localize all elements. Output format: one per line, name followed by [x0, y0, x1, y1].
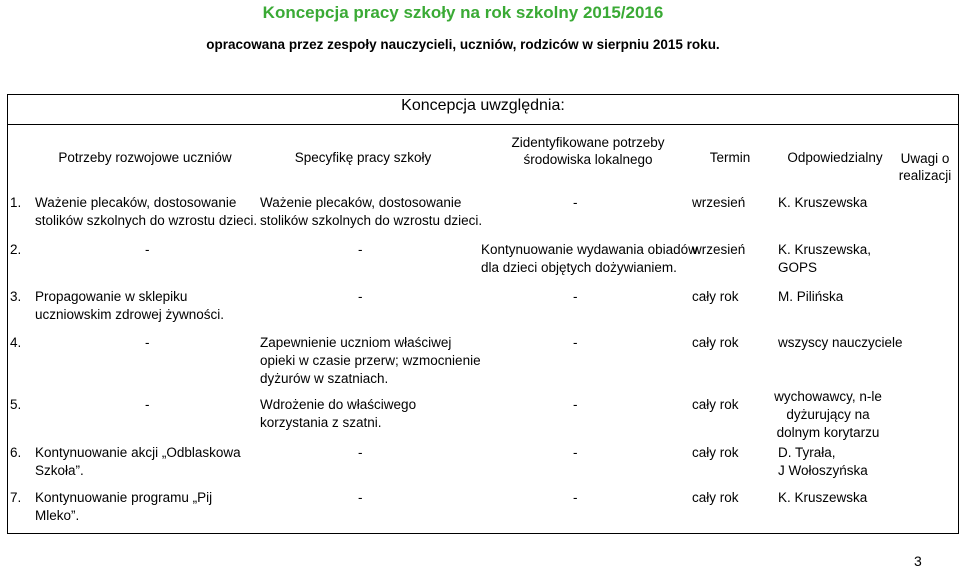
row-1-needs-line2: stolików szkolnych do wzrostu dzieci.: [35, 213, 258, 228]
column-header-remarks: [890, 150, 960, 184]
header-divider: [8, 124, 958, 125]
row-7-number: 7.: [10, 490, 22, 505]
row-6-responsible-line1: D. Tyrała,: [778, 445, 836, 460]
row-2-responsible-line2: GOPS: [778, 260, 818, 275]
row-3-number: 3.: [10, 289, 22, 304]
row-5-specifics: [260, 396, 416, 432]
row-3-community: -: [573, 289, 578, 304]
row-1-community: -: [573, 195, 578, 210]
row-1-number: 1.: [10, 195, 22, 210]
column-header-needs: Potrzeby rozwojowe uczniów: [58, 150, 232, 165]
row-1-specifics: [260, 194, 482, 230]
row-4-number: 4.: [10, 335, 22, 350]
row-3-responsible: M. Pilińska: [778, 289, 844, 304]
row-5-responsible: [768, 388, 888, 442]
row-5-needs: -: [145, 397, 150, 412]
document-subtitle: opracowana przez zespoły nauczycieli, uczniów, rodziców w sierpniu 2015 roku.: [206, 37, 720, 52]
concept-heading: Koncepcja uwzględnia:: [401, 97, 565, 114]
row-7-needs-line2: Mleko”.: [35, 508, 80, 523]
row-6-term: cały rok: [692, 445, 739, 460]
row-7-community: -: [573, 490, 578, 505]
row-5-responsible-line1: wychowawcy, n-le: [774, 389, 882, 404]
column-header-community-line1: Zidentyfikowane potrzeby: [511, 135, 665, 150]
row-2-needs: -: [145, 242, 150, 257]
row-7-needs: [35, 489, 212, 525]
row-1-term: wrzesień: [692, 195, 746, 210]
row-4-specifics: [260, 334, 481, 388]
column-header-community: [478, 134, 698, 168]
row-1-specifics-line1: Ważenie plecaków, dostosowanie: [260, 195, 462, 210]
column-header-term: Termin: [709, 150, 751, 165]
row-6-specifics: -: [358, 445, 363, 460]
row-7-needs-line1: Kontynuowanie programu „Pij: [35, 490, 213, 505]
row-2-term: wrzesień: [692, 242, 746, 257]
row-5-specifics-line2: korzystania z szatni.: [260, 415, 382, 430]
row-6-number: 6.: [10, 445, 22, 460]
row-5-responsible-line2: dyżurujący na: [786, 407, 870, 422]
row-1-specifics-line2: stolików szkolnych do wzrostu dzieci.: [260, 213, 483, 228]
row-2-community: [481, 241, 698, 277]
row-4-community: -: [573, 335, 578, 350]
row-6-needs: [35, 444, 241, 480]
row-2-responsible-line1: K. Kruszewska,: [778, 242, 872, 257]
row-1-responsible: K. Kruszewska: [778, 195, 868, 210]
column-header-specifics: Specyfikę pracy szkoły: [294, 150, 432, 165]
column-header-community-line2: środowiska lokalnego: [523, 152, 653, 167]
row-2-community-line1: Kontynuowanie wydawania obiadów: [481, 242, 698, 257]
row-2-community-line2: dla dzieci objętych dożywianiem.: [481, 260, 677, 275]
row-5-number: 5.: [10, 397, 22, 412]
row-5-specifics-line1: Wdrożenie do właściwego: [260, 397, 417, 412]
row-3-needs: [35, 288, 224, 324]
page-number: 3: [914, 553, 922, 569]
row-6-community: -: [573, 445, 578, 460]
row-3-term: cały rok: [692, 289, 739, 304]
row-2-specifics: -: [358, 242, 363, 257]
row-6-needs-line1: Kontynuowanie akcji „Odblaskowa: [35, 445, 241, 460]
column-header-remarks-line1: Uwagi o: [900, 151, 950, 166]
row-5-responsible-line3: dolnym korytarzu: [776, 425, 880, 440]
row-5-community: -: [573, 397, 578, 412]
row-1-needs: [35, 194, 257, 230]
row-2-responsible: [778, 241, 871, 277]
row-4-specifics-line3: dyżurów w szatniach.: [260, 371, 389, 386]
row-3-needs-line2: uczniowskim zdrowej żywności.: [35, 307, 225, 322]
row-7-responsible: K. Kruszewska: [778, 490, 868, 505]
row-1-needs-line1: Ważenie plecaków, dostosowanie: [35, 195, 237, 210]
row-3-needs-line1: Propagowanie w sklepiku: [35, 289, 188, 304]
row-2-number: 2.: [10, 242, 22, 257]
row-6-responsible-line2: J Wołoszyńska: [778, 463, 868, 478]
row-4-term: cały rok: [692, 335, 739, 350]
row-7-specifics: -: [358, 490, 363, 505]
row-4-needs: -: [145, 335, 150, 350]
document-title: Koncepcja pracy szkoły na rok szkolny 2015/2016: [262, 3, 664, 22]
row-5-term: cały rok: [692, 397, 739, 412]
row-6-needs-line2: Szkoła”.: [35, 463, 84, 478]
row-6-responsible: [778, 444, 868, 480]
row-3-specifics: -: [358, 289, 363, 304]
row-4-specifics-line2: opieki w czasie przerw; wzmocnienie: [260, 353, 481, 368]
row-4-specifics-line1: Zapewnienie uczniom właściwej: [260, 335, 452, 350]
column-header-remarks-line2: realizacji: [898, 168, 952, 183]
row-7-term: cały rok: [692, 490, 739, 505]
column-header-responsible: Odpowiedzialny: [787, 150, 883, 165]
row-4-responsible: wszyscy nauczyciele: [778, 335, 903, 350]
